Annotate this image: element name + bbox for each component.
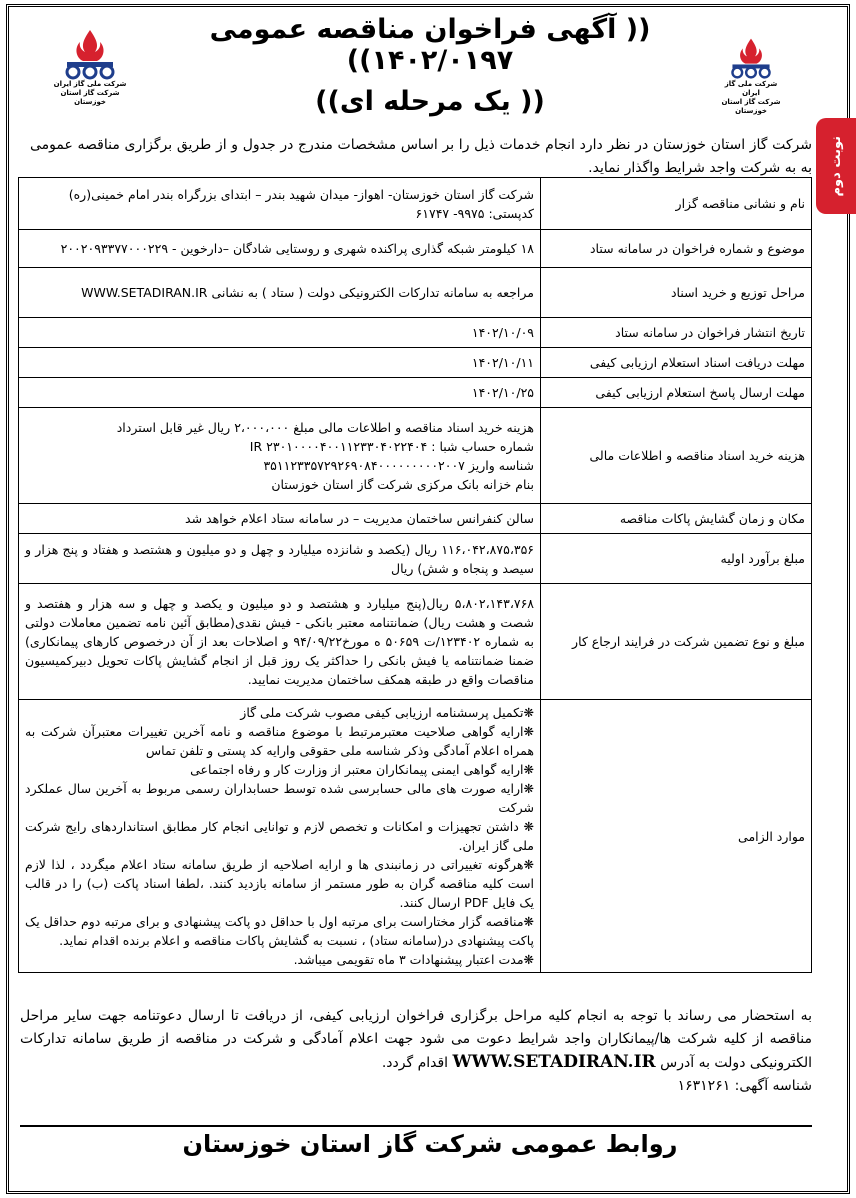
footer-signature: روابط عمومی شرکت گاز استان خوزستان — [182, 1130, 678, 1158]
closing-text: به استحضار می رساند با توجه به انجام کلیه مراحل برگزاری فراخوان ارزیابی کیفی، از دریافت تا ارسال دعوتنامه جهت سایر مراحل مناقصه از کلیه شرکت ها/پیمانکاران واجد شرایط دعوت می شود جهت اعلام آمادگی و شرکت در مناقصه از طریق سامانه تدارکات الکترونیکی دولت به آدرس — [20, 1008, 812, 1071]
value-line: شناسه واریز ۳۵۱۱۲۳۳۵۷۲۹۲۶۹۰۸۴۰۰۰۰۰۰۰۰۰۲۰۰۷ — [263, 457, 534, 473]
row-label: مراحل توزیع و خرید اسناد — [541, 268, 812, 318]
table-row — [19, 178, 812, 230]
table-row — [19, 534, 812, 584]
flame-logo-icon — [726, 36, 776, 80]
row-value — [19, 318, 541, 348]
logo-caption-line1: شرکت ملی گاز ایران — [724, 80, 778, 97]
list-item: ❋ارایه گواهی صلاحیت معتبرمرتبط با موضوع مناقصه و نامه آخرین تغییرات معتبرآن شرکت به همراه اعلام آمادگی وذکر شناسه ملی حقوقی وارایه کد پستی و تلفن تماس — [25, 724, 534, 758]
ad-identifier: شناسه آگهی: ۱۶۳۱۲۶۱ — [677, 1078, 812, 1094]
list-item: ❋مدت اعتبار پیشنهادات ۳ ماه تقویمی میباشد. — [293, 952, 534, 967]
table-row — [19, 378, 812, 408]
page-subtitle: (( یک مرحله ای)) — [315, 86, 545, 117]
value-line: کدپستی: ۹۹۷۵- ۶۱۷۴۷ — [415, 205, 534, 221]
value-line: شماره حساب شبا : IR ۲۳۰۱۰۰۰۰۴۰۰۱۱۲۳۳۰۴۰۲۲۴۰۴ — [249, 438, 534, 454]
row-label: هزینه خرید اسناد مناقصه و اطلاعات مالی — [541, 408, 812, 504]
list-item: ❋ارایه صورت های مالی حسابرسی شده توسط حسابداران رسمی مربوط به آخرین سال عملکرد شرکت — [25, 781, 534, 815]
closing-text-end: اقدام گردد. — [381, 1055, 449, 1071]
row-value — [19, 348, 541, 378]
logo-caption-line2: شرکت گاز استان خوزستان — [60, 89, 120, 106]
row-value — [19, 584, 541, 700]
row-label: تاریخ انتشار فراخوان در سامانه ستاد — [541, 318, 812, 348]
table-row — [19, 584, 812, 700]
setad-website-link[interactable]: WWW.SETADIRAN.IR — [452, 1052, 656, 1072]
value-line: ۵،۸۰۲،۱۴۳،۷۶۸ ریال(پنج میلیارد و هشتصد و دو میلیون و یکصد و چهل و سه هزار و هفتصد و شصت و هشت ریال) ضمانتنامه معتبر بانکی - فیش نقدی(مطابق آئین نامه تضمین معاملات دولتی به شماره ۱۲۳۴۰۲/ت ۵۰۶۵۹ ه مورخ۹۴/۰۹/۲۲ و اصلاحات بعد از آن درخصوص کارهای پیمانکاری) ضمنا ضمانتنامه یا فیش بانکی را حداکثر یک روز قبل از انجام گشایش پاکات تحویل دبیرکمیسیون مناقصات واقع در طبقه همکف ساختمان مدیریت نمایید. — [25, 596, 534, 687]
logo-caption-line2: شرکت گاز استان خوزستان — [721, 98, 781, 115]
value-line: ۱۸ کیلومتر شبکه گذاری پراکنده شهری و روستایی شادگان –دارخوین - ۲۰۰۲۰۹۳۳۷۷۰۰۰۲۲۹ — [60, 241, 534, 256]
publication-round-badge — [816, 118, 856, 214]
table-row — [19, 268, 812, 318]
table-row — [19, 504, 812, 534]
row-label: موارد الزامی — [541, 700, 812, 973]
row-value — [19, 408, 541, 504]
row-label: نام و نشانی مناقصه گزار — [541, 178, 812, 230]
table-row — [19, 230, 812, 268]
closing-paragraph — [20, 1005, 812, 1098]
row-label: مهلت دریافت اسناد استعلام ارزیابی کیفی — [541, 348, 812, 378]
value-line: ۱۴۰۲/۱۰/۱۱ — [471, 355, 534, 370]
value-line: شرکت گاز استان خوزستان- اهواز- میدان شهید بندر – ابتدای بزرگراه بندر امام خمینی(ره) — [68, 186, 534, 202]
row-value — [19, 534, 541, 584]
page-title: (( آگهی فراخوان مناقصه عمومی ۱۴۰۲/۰۱۹۷)) — [209, 14, 651, 76]
company-logo-right — [715, 36, 787, 116]
table-row — [19, 348, 812, 378]
value-line: سالن کنفرانس ساختمان مدیریت – در سامانه ستاد اعلام خواهد شد — [185, 511, 534, 526]
list-item: ❋ارایه گواهی ایمنی پیمانکاران معتبر از وزارت کار و رفاه اجتماعی — [190, 762, 534, 777]
row-value — [19, 504, 541, 534]
tender-details-table — [18, 177, 812, 973]
row-label: مبلغ و نوع تضمین شرکت در فرایند ارجاع کار — [541, 584, 812, 700]
row-value — [19, 268, 541, 318]
badge-label: نوبت دوم — [828, 135, 844, 197]
list-item: ❋هرگونه تغییراتی در زمانبندی ها و ارایه اصلاحیه از طریق سامانه ستاد اعلام میگردد ، لذا لازم است کلیه مناقصه گران به طور مستمر از سامانه بازدید کنند. ،لطفا اسناد پاکت (ب) را در قالب یک فایل PDF ارسال کنند. — [25, 857, 534, 910]
row-label: مکان و زمان گشایش پاکات مناقصه — [541, 504, 812, 534]
list-item: ❋ داشتن تجهیزات و امکانات و تخصص لازم و توانایی انجام کار مطابق استانداردهای رایج شرکت ملی گاز ایران. — [25, 819, 534, 853]
row-label: مبلغ برآورد اولیه — [541, 534, 812, 584]
row-value — [19, 378, 541, 408]
row-value — [19, 230, 541, 268]
company-logo-left — [50, 28, 130, 107]
value-line: مراجعه به سامانه تدارکات الکترونیکی دولت ( ستاد ) به نشانی WWW.SETADIRAN.IR — [81, 285, 534, 300]
value-line: ۱۱۶،۰۴۲،۸۷۵،۳۵۶ ریال (یکصد و شانزده میلیارد و چهل و دو میلیون و هشتصد و هفتاد و پنج هزار و سیصد و پنجاه و شش) ریال — [25, 541, 534, 576]
table-row — [19, 700, 812, 973]
row-label: مهلت ارسال پاسخ استعلام ارزیابی کیفی — [541, 378, 812, 408]
value-line: بنام خزانه بانک مرکزی شرکت گاز استان خوزستان — [271, 476, 534, 492]
intro-paragraph: شرکت گاز استان خوزستان در نظر دارد انجام خدمات ذیل را بر اساس مشخصات مندرج در جدول و از طریق برگزاری مناقصه عمومی به به شرکت واجد شرایط واگذار نماید. — [30, 137, 812, 176]
value-line: ۱۴۰۲/۱۰/۰۹ — [471, 325, 534, 340]
list-item: ❋مناقصه گزار مختاراست برای مرتبه اول با حداقل دو پاکت پیشنهادی و برای مرتبه دوم حداقل یک پاکت پیشنهادی در(سامانه ستاد) ، نسبت به گشایش پاکات مناقصه و اعلام برنده اقدام نماید. — [25, 914, 534, 948]
value-line: ۱۴۰۲/۱۰/۲۵ — [471, 385, 534, 400]
requirements-list — [19, 700, 541, 973]
footer-divider — [20, 1125, 812, 1127]
value-line: هزینه خرید اسناد مناقصه و اطلاعات مالی مبلغ ۲،۰۰۰،۰۰۰ ریال غیر قابل استرداد — [116, 419, 534, 435]
table-row — [19, 318, 812, 348]
table-row — [19, 408, 812, 504]
flame-logo-icon — [59, 28, 121, 80]
list-item: ❋تکمیل پرسشنامه ارزیابی کیفی مصوب شرکت ملی گاز — [240, 705, 534, 720]
row-value — [19, 178, 541, 230]
row-label: موضوع و شماره فراخوان در سامانه ستاد — [541, 230, 812, 268]
logo-caption-line1: شرکت ملی گاز ایران — [53, 80, 127, 88]
